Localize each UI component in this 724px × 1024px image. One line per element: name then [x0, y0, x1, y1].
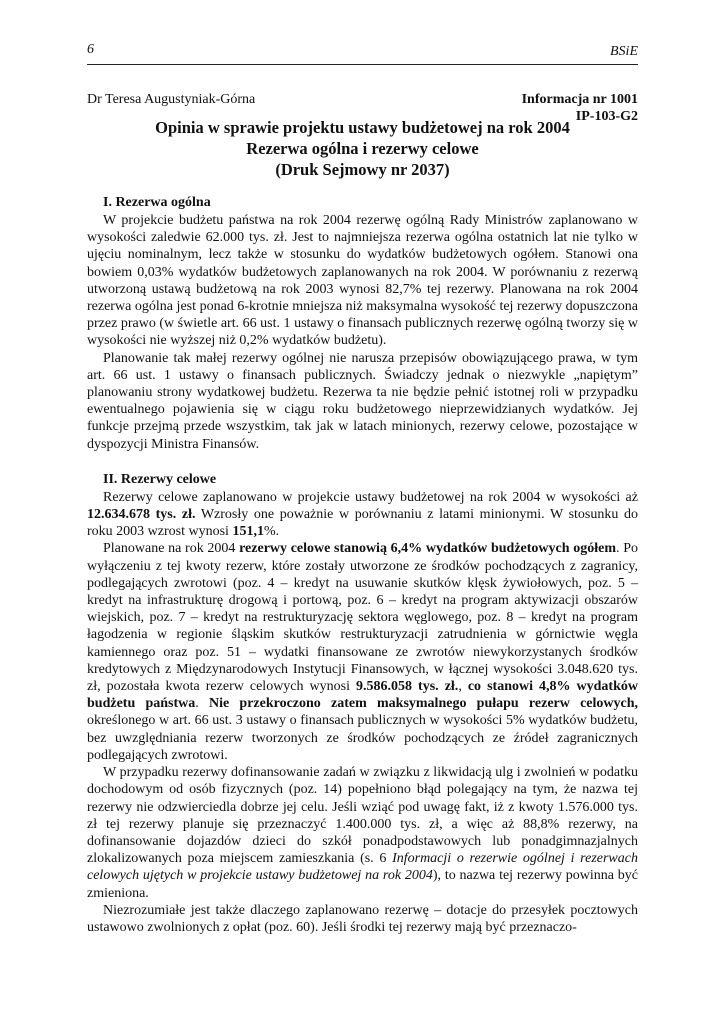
- text-run: ), to nazwa tej rezerwy powinna być zmieniona.: [87, 868, 638, 901]
- bold-text: 151,1: [232, 524, 264, 540]
- bold-text: co stanowi 4,8% wydatków budżetu państwa: [87, 679, 638, 712]
- page-header: [87, 40, 638, 64]
- paragraph: [87, 489, 638, 541]
- document-page: [87, 40, 638, 936]
- document-meta: [87, 91, 638, 125]
- text-run: Rezerwy celowe zaplanowano w projekcie ustawy budżetowej na rok 2004 w wysokości aż: [103, 489, 638, 505]
- paragraph: W projekcie budżetu państwa na rok 2004 rezerwę ogólną Rady Ministrów zaplanowano w wysokości zaledwie 62.000 tys. zł. Jest to najmniejsza rezerwa ogólna ostatnich lat nie tylko w ujęciu nominalnym, lecz także w stosunku do wydatków budżetowych ogółem. Stanowi ona bowiem 0,03% wydatków budżetowych zaplanowanych na rok 2004. W porównaniu z rezerwą utworzoną ustawą budżetową na rok 2003 wynosi 82,7% tej rezerwy. Planowana na rok 2004 rezerwa ogólna jest ponad 6-krotnie mniejsza niż maksymalna wysokość tej rezerwy dopuszczona przez prawo (w świetle art. 66 ust. 1 ustawy o finansach publicznych rezerwę ogólną tworzy się w wysokości nie wyższej niż 0,2% wydatków budżetu).: [87, 213, 638, 349]
- text-run: . Po wyłączeniu z tej kwoty rezerw, które zostały utworzone ze środków pochodzących z zagranicy, podlegających zwrotowi (poz. 4 – kredyt na usuwanie skutków klęsk żywiołowych, poz. 5 – kredyt na infrastrukturę drogową i portową, poz. 6 – kredyt na program aktywizacji obszarów wiejskich, poz. 7 – kredyt na restrukturyzację sektora węglowego, poz. 8 – kredyt na program łagodzenia w regionie śląskim skutków restrukturyzacji zatrudnienia w górnictwie węgla kamiennego oraz poz. 51 – wydatki finansowane ze zwrotów niewykorzystanych środków kredytowych z Międzynarodowych Instytucji Finansowych, w łącznej wysokości 3.048.620 tys. zł, pozostała kwota rezerw celowych wynosi: [87, 541, 638, 695]
- document-title: [87, 117, 638, 180]
- text-run: .: [195, 696, 209, 712]
- paragraph: Niezrozumiałe jest także dlaczego zaplanowano rezerwę – dotacje do przesyłek pocztowych ustawowo zwolnionych z opłat (poz. 60). Jeśli środki tej rezerwy mają być przeznaczo-: [87, 902, 638, 935]
- info-number: Informacja nr 1001: [521, 92, 638, 107]
- header-divider: [87, 64, 638, 65]
- title-line-3: (Druk Sejmowy nr 2037): [275, 160, 450, 179]
- italic-citation: Informacji o rezerwie ogólnej i rezerwach celowych ujętych w projekcie ustawy budżetowej na rok 2004: [87, 851, 638, 884]
- text-run: %.: [263, 524, 280, 540]
- text-run: W przypadku rezerwy dofinansowanie zadań w związku z likwidacją ulg i zwolnień w podatku dochodowym od osób fizycznych (poz. 14) popełniono błąd polegający na tym, że nazwa tej rezerwy nie odzwierciedla dobrze jej celu. Jeśli wziąć pod uwagę fakt, iż z kwoty 1.576.000 tys. zł tej rezerwy planuje się przeznaczyć 1.400.000 tys. zł, a więc aż 88,8% rezerwy, na dofinansowanie dojazdów dzieci do szkół ponadpodstawowych lub ponadgimnazjalnych zlokalizowanych poza miejscem zamieszkania (s. 6: [87, 765, 638, 867]
- section-heading-general-reserve: I. Rezerwa ogólna: [103, 195, 211, 210]
- info-block: [522, 91, 638, 125]
- page-number: 6: [87, 42, 94, 57]
- author-name: Dr Teresa Augustyniak-Górna: [87, 92, 256, 107]
- bold-text: Nie przekroczono zatem maksymalnego pułapu rezerw celowych,: [208, 696, 638, 712]
- text-run: Planowane na rok 2004: [103, 541, 240, 557]
- text-run: określonego w art. 66 ust. 3 ustawy o finansach publicznych w wysokości 5% wydatków budżetu, bez uwzględniania rezerw tworzonych ze środków pochodzących ze źródeł zagranicznych podlegających zwrotowi.: [87, 713, 638, 763]
- paragraph: [87, 540, 638, 764]
- bold-text: 12.634.678 tys. zł.: [87, 507, 196, 523]
- bold-text: 9.586.058 tys. zł.: [356, 679, 459, 695]
- paragraph: Planowanie tak małej rezerwy ogólnej nie narusza przepisów obowiązującego prawa, w tym art. 66 ust. 1 ustawy o finansach publicznych. Świadczy jednak o niezwykle „napiętym” planowaniu strony wydatkowej budżetu. Rezerwa ta nie będzie pełnić istotnej roli w przypadku ewentualnego pojawienia się w ciągu roku budżetowego nieprzewidzianych wydatków. Jej funkcje przejmą przede wszystkim, tak jak w latach minionych, rezerwy celowe, pozostające w dyspozycji Ministra Finansów.: [87, 350, 638, 452]
- section-heading-targeted-reserves: II. Rezerwy celowe: [103, 471, 217, 487]
- title-line-1: Opinia w sprawie projektu ustawy budżetowej na rok 2004: [155, 118, 570, 137]
- publisher-label: BSiE: [610, 44, 638, 59]
- text-run: ,: [458, 679, 468, 695]
- paragraph: [87, 764, 638, 902]
- title-line-2: Rezerwa ogólna i rezerwy celowe: [246, 139, 479, 158]
- bold-text: rezerwy celowe stanowią 6,4% wydatków budżetowych ogółem: [239, 541, 617, 557]
- text-run: Wzrosły one poważnie w porównaniu z latami minionymi. W stosunku do roku 2003 wzrost wynosi: [87, 507, 638, 540]
- info-code: IP-103-G2: [575, 109, 638, 124]
